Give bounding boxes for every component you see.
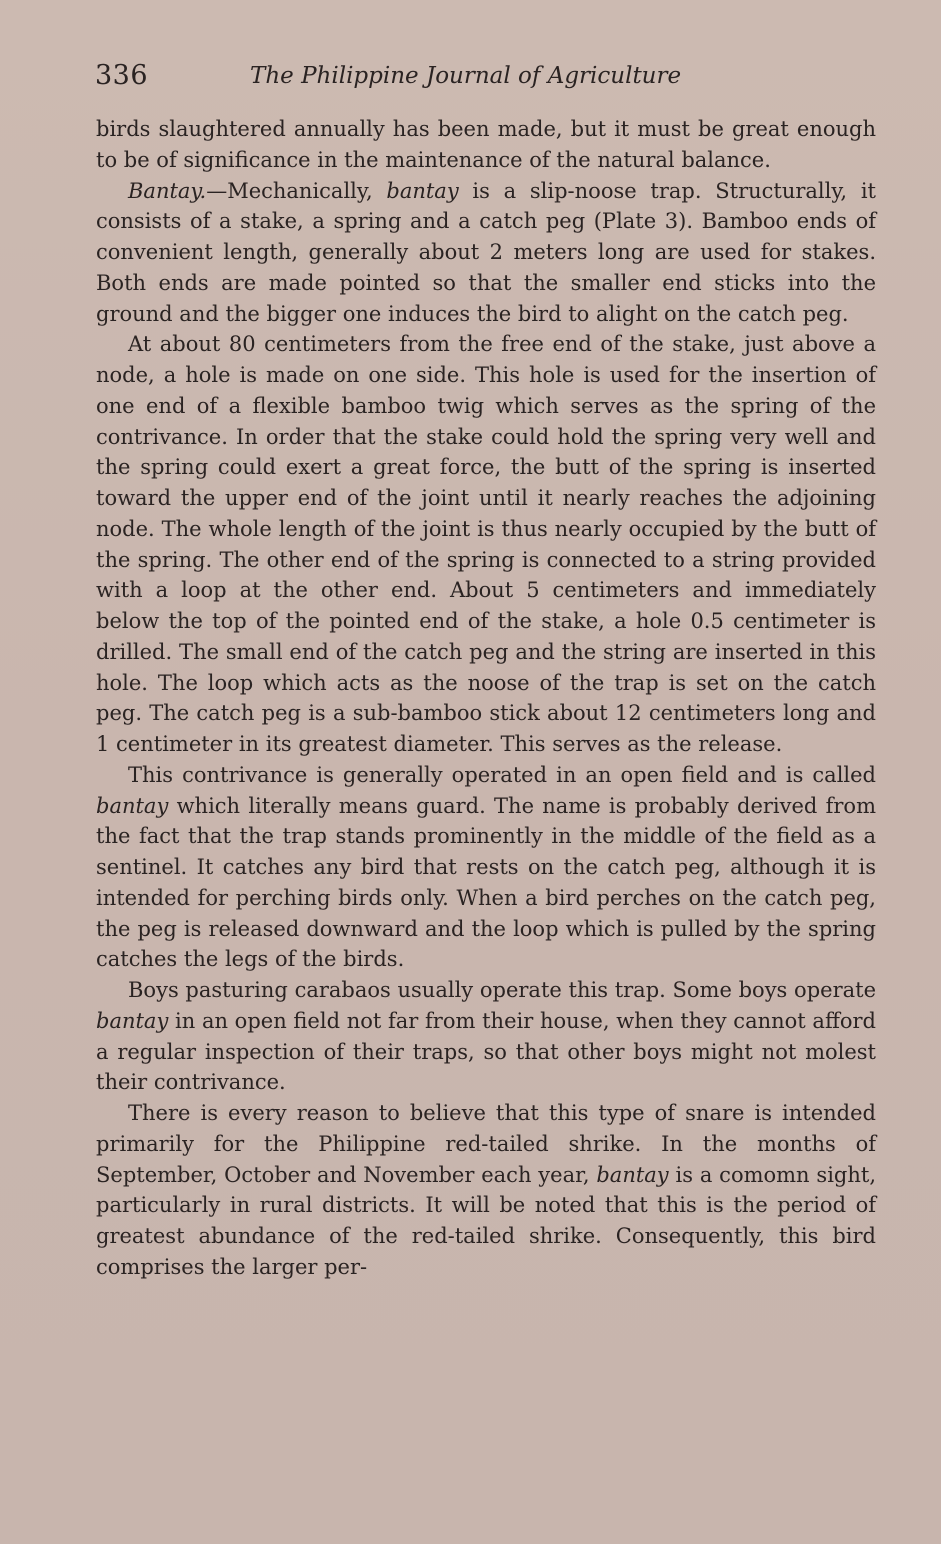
paragraph-text: in an open field not far from their house, when they cannot afford a regular inspection of their traps, so that other boys might not molest their contrivance. [96, 1008, 876, 1095]
paragraph-operation [96, 760, 876, 975]
paragraph-text: Boys pasturing carabaos usually operate this trap. Some boys operate [128, 978, 876, 1002]
paragraph-continuation [96, 114, 876, 176]
article-body [96, 114, 876, 1283]
paragraph-text: birds slaughtered annually has been made, but it must be great enough to be of significance in the maintenance of the natural balance. [96, 117, 876, 172]
journal-title: The Philippine Journal of Agriculture [250, 63, 682, 89]
page-number: 336 [95, 60, 149, 91]
paragraph-text: which literally means guard. The name is probably derived from the fact that the trap stands prominently in the middle of the field as a sentinel. It catches any bird that rests on the catch peg, although it is intended for perching birds only. When a bird perches on the catch peg, the peg is released downward and the loop which is pulled by the spring catches the legs of the birds. [96, 793, 876, 972]
paragraph-shrike [96, 1098, 876, 1283]
paragraph-text: This contrivance is generally operated in an open field and is called [128, 762, 876, 787]
paragraph-text: is a slip-noose trap. Structurally, it consists of a stake, a spring and a catch peg (Plate 3). Bamboo ends of convenient length, generally about 2 meters long are used for stakes. Both ends are made pointed so that the smaller end sticks into the ground and the bigger one induces the bird to alight on the catch peg. [96, 178, 876, 326]
paragraph-text: At about 80 centimeters from the free end of the stake, just above a node, a hole is made on one side. This hole is used for the insertion of one end of a flexible bamboo twig which serves as the spring of the contrivance. In order that the stake could hold the spring very well and the spring could exert a great force, the butt of the spring is inserted toward the upper end of the joint until it nearly reaches the adjoining node. The whole length of the joint is thus nearly occupied by the butt of the spring. The other end of the spring is connected to a string provided with a loop at the other end. About 5 centimeters and immediately below the top of the pointed end of the stake, a hole 0.5 centimeter is drilled. The small end of the catch peg and the string are inserted in this hole. The loop which acts as the noose of the trap is set on the catch peg. The catch peg is a sub-bamboo stick about 12 centimeters long and 1 centimeter in its greatest diameter. This serves as the release. [96, 332, 876, 756]
paragraph-boys [96, 975, 876, 1098]
italic-term: bantay [96, 1008, 169, 1033]
paragraph-bantay-definition [96, 176, 876, 330]
running-header [95, 58, 875, 94]
paragraph-text: Mechanically, [227, 178, 387, 203]
section-lead-term: Bantay. [128, 178, 207, 203]
italic-term: bantay [596, 1162, 669, 1187]
italic-term: bantay [386, 178, 459, 203]
paragraph-construction [96, 329, 876, 760]
italic-term: bantay [96, 793, 169, 818]
paragraph-text: is a comomn sight, particularly in rural districts. It will be noted that this is the period of greatest abundance of the red-tailed shrike. Consequently, this bird comprises the larger per- [96, 1162, 876, 1279]
paragraph-text: There is every reason to believe that this type of snare is intended primarily for the Philippine red-tailed shrike. In the months of September, October and November each year, [96, 1101, 876, 1187]
em-dash: — [206, 178, 228, 203]
